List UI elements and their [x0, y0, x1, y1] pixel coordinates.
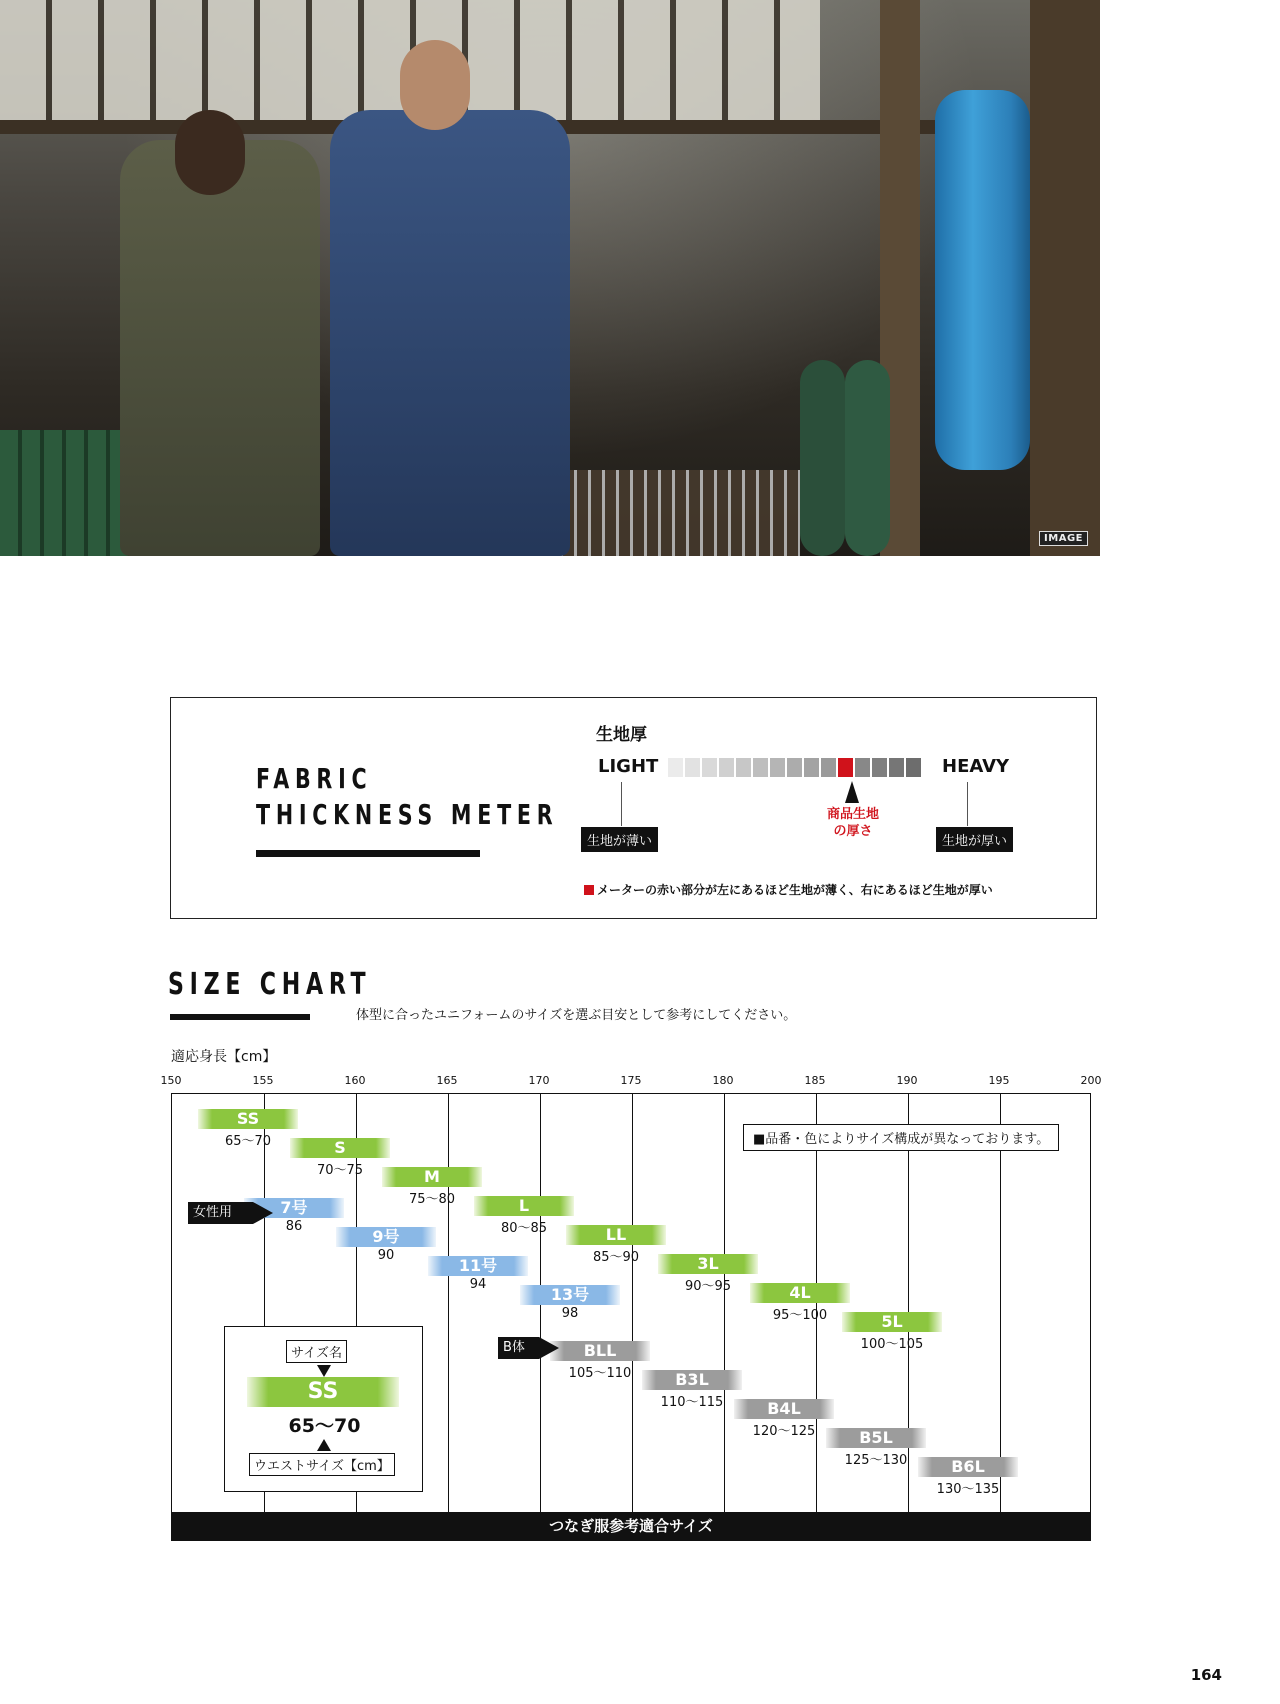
- size-bar: 9号: [336, 1227, 436, 1247]
- gas-cylinder: [800, 360, 845, 556]
- size-note: ■品番・色によりサイズ構成が異なっております。: [743, 1124, 1059, 1151]
- waist-value: 65〜70: [224, 1134, 272, 1149]
- light-label: LIGHT: [598, 756, 659, 777]
- meter-segment: [719, 758, 734, 777]
- marker-line1: 商品生地: [826, 807, 879, 822]
- red-square-icon: [584, 885, 594, 895]
- factory-pillar-right: [1030, 0, 1100, 556]
- tick-label: 195: [988, 1074, 1010, 1087]
- size-bar: L: [474, 1196, 574, 1216]
- tick-label: 200: [1080, 1074, 1102, 1087]
- waist-value: 105〜110: [568, 1366, 632, 1381]
- thin-tag: 生地が薄い: [581, 827, 658, 852]
- tick-label: 165: [436, 1074, 458, 1087]
- waist-value: 85〜90: [592, 1250, 640, 1265]
- waist-value: 94: [469, 1277, 487, 1292]
- heavy-label: HEAVY: [942, 756, 1010, 777]
- connector-line: [621, 782, 622, 826]
- meter-segment: [889, 758, 904, 777]
- waist-value: 90〜95: [684, 1279, 732, 1294]
- meter-segment: [702, 758, 717, 777]
- thickness-meter: [668, 758, 921, 777]
- meter-segment: [770, 758, 785, 777]
- meter-segment: [736, 758, 751, 777]
- meter-segment: [855, 758, 870, 777]
- tick-label: 190: [896, 1074, 918, 1087]
- waist-value: 125〜130: [844, 1453, 908, 1468]
- fabric-note: [584, 881, 993, 898]
- arrow-up-icon: [317, 1439, 331, 1451]
- size-bar: M: [382, 1167, 482, 1187]
- size-bar: 7号: [244, 1198, 344, 1218]
- waist-value: 75〜80: [408, 1192, 456, 1207]
- meter-segment: [668, 758, 683, 777]
- gas-cylinder: [845, 360, 890, 556]
- fabric-thickness-box: [170, 697, 1097, 919]
- image-badge: IMAGE: [1039, 531, 1088, 546]
- size-bar: 4L: [750, 1283, 850, 1303]
- meter-segment: [685, 758, 700, 777]
- legend-box: [224, 1326, 423, 1492]
- size-chart-title: SIZE CHART: [168, 967, 372, 1002]
- waist-value: 95〜100: [772, 1308, 828, 1323]
- legend-size-bar: SS: [247, 1377, 399, 1407]
- size-bar: BLL: [550, 1341, 650, 1361]
- legend-waist-label: ウエストサイズ【cm】: [249, 1453, 395, 1476]
- meter-segment-active: [838, 758, 853, 777]
- arrow-down-icon: [317, 1365, 331, 1377]
- connector-line: [967, 782, 968, 826]
- size-bar: B3L: [642, 1370, 742, 1390]
- meter-segment: [872, 758, 887, 777]
- title-underline: [256, 850, 480, 857]
- gas-cylinders-left: [0, 430, 130, 556]
- size-bar: S: [290, 1138, 390, 1158]
- tick-label: 155: [252, 1074, 274, 1087]
- size-chart-underline: [170, 1014, 310, 1020]
- hero-photo: [0, 0, 1100, 556]
- grid-line: [724, 1094, 725, 1540]
- meter-segment: [787, 758, 802, 777]
- marker-line2: の厚さ: [833, 824, 873, 839]
- meter-pointer-icon: [845, 781, 859, 803]
- meter-segment: [753, 758, 768, 777]
- waist-value: 100〜105: [860, 1337, 924, 1352]
- person-olive-coverall: [120, 140, 320, 556]
- blue-tank: [935, 90, 1030, 470]
- thickness-label: 生地厚: [596, 725, 647, 745]
- thick-tag: 生地が厚い: [936, 827, 1013, 852]
- size-bar: 11号: [428, 1256, 528, 1276]
- waist-value: 70〜75: [316, 1163, 364, 1178]
- tick-label: 180: [712, 1074, 734, 1087]
- size-bar: 5L: [842, 1312, 942, 1332]
- legend-size-name: サイズ名: [286, 1340, 347, 1363]
- waist-value: 80〜85: [500, 1221, 548, 1236]
- b-body-tag: B体: [498, 1337, 539, 1359]
- waist-value: 90: [377, 1248, 395, 1263]
- size-chart-footer: つなぎ服参考適合サイズ: [172, 1512, 1090, 1540]
- page-number: 164: [1190, 1666, 1222, 1684]
- women-tag: 女性用: [188, 1202, 253, 1224]
- grid-line: [448, 1094, 449, 1540]
- fabric-note-text: メーターの赤い部分が左にあるほど生地が薄く、右にあるほど生地が厚い: [597, 883, 993, 897]
- size-bar: B6L: [918, 1457, 1018, 1477]
- tick-label: 170: [528, 1074, 550, 1087]
- waist-value: 98: [561, 1306, 579, 1321]
- fabric-title-line2: THICKNESS METER: [256, 798, 559, 831]
- grid-line: [632, 1094, 633, 1540]
- size-bar: B4L: [734, 1399, 834, 1419]
- person-head: [175, 110, 245, 195]
- legend-waist-sample: 65〜70: [288, 1415, 361, 1437]
- tick-label: 175: [620, 1074, 642, 1087]
- fabric-title-line1: FABRIC: [256, 762, 373, 795]
- waist-value: 130〜135: [936, 1482, 1000, 1497]
- size-bar: 3L: [658, 1254, 758, 1274]
- size-bar: SS: [198, 1109, 298, 1129]
- tick-label: 185: [804, 1074, 826, 1087]
- meter-segment: [804, 758, 819, 777]
- waist-value: 86: [285, 1219, 303, 1234]
- height-axis-label: 適応身長【cm】: [171, 1049, 277, 1065]
- person-head: [400, 40, 470, 130]
- tick-label: 150: [160, 1074, 182, 1087]
- size-bar: LL: [566, 1225, 666, 1245]
- size-bar: B5L: [826, 1428, 926, 1448]
- meter-segment: [821, 758, 836, 777]
- tick-label: 160: [344, 1074, 366, 1087]
- person-navy-coverall: [330, 110, 570, 556]
- waist-value: 120〜125: [752, 1424, 816, 1439]
- size-chart-description: 体型に合ったユニフォームのサイズを選ぶ目安として参考にしてください。: [356, 1008, 797, 1023]
- meter-segment: [906, 758, 921, 777]
- fabric-thickness-marker: [803, 806, 903, 840]
- size-chart-grid: [171, 1093, 1091, 1541]
- size-bar: 13号: [520, 1285, 620, 1305]
- cart: [560, 470, 800, 556]
- waist-value: 110〜115: [660, 1395, 724, 1410]
